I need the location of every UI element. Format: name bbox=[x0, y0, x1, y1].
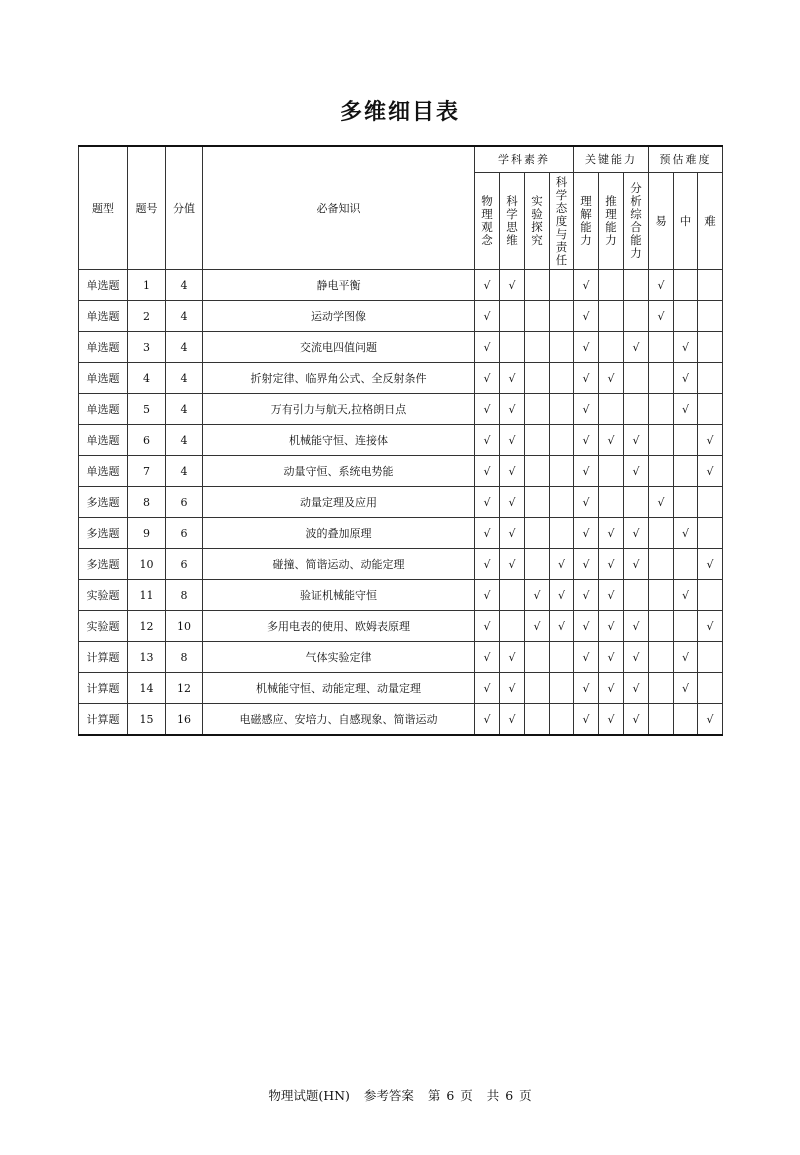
empty-cell bbox=[649, 673, 674, 704]
empty-cell bbox=[525, 487, 550, 518]
cell-number: 11 bbox=[128, 580, 166, 611]
empty-cell bbox=[599, 394, 624, 425]
cell-number: 1 bbox=[128, 270, 166, 301]
empty-cell bbox=[649, 704, 674, 736]
check-mark: √ bbox=[649, 301, 674, 332]
cell-score: 6 bbox=[166, 487, 203, 518]
empty-cell bbox=[698, 394, 723, 425]
header-group-difficulty: 预估难度 bbox=[649, 146, 723, 173]
check-mark: √ bbox=[475, 270, 500, 301]
check-mark: √ bbox=[624, 642, 649, 673]
cell-knowledge: 静电平衡 bbox=[203, 270, 475, 301]
specification-table bbox=[78, 145, 723, 736]
empty-cell bbox=[599, 301, 624, 332]
check-mark: √ bbox=[525, 580, 550, 611]
check-mark: √ bbox=[599, 580, 624, 611]
empty-cell bbox=[649, 642, 674, 673]
check-mark: √ bbox=[698, 549, 723, 580]
check-mark: √ bbox=[599, 611, 624, 642]
empty-cell bbox=[550, 394, 574, 425]
empty-cell bbox=[649, 332, 674, 363]
check-mark: √ bbox=[475, 394, 500, 425]
cell-knowledge: 机械能守恒、动能定理、动量定理 bbox=[203, 673, 475, 704]
header-type: 题型 bbox=[79, 146, 128, 270]
table-row bbox=[79, 456, 723, 487]
check-mark: √ bbox=[550, 549, 574, 580]
footer-page: 第 6 页 bbox=[427, 1088, 473, 1103]
empty-cell bbox=[674, 425, 698, 456]
check-mark: √ bbox=[500, 642, 525, 673]
empty-cell bbox=[599, 456, 624, 487]
cell-type: 计算题 bbox=[79, 642, 128, 673]
cell-number: 8 bbox=[128, 487, 166, 518]
cell-number: 4 bbox=[128, 363, 166, 394]
check-mark: √ bbox=[698, 611, 723, 642]
cell-score: 4 bbox=[166, 332, 203, 363]
empty-cell bbox=[624, 394, 649, 425]
check-mark: √ bbox=[624, 332, 649, 363]
check-mark: √ bbox=[550, 611, 574, 642]
cell-number: 7 bbox=[128, 456, 166, 487]
cell-number: 3 bbox=[128, 332, 166, 363]
check-mark: √ bbox=[674, 518, 698, 549]
cell-score: 16 bbox=[166, 704, 203, 736]
table-row bbox=[79, 580, 723, 611]
empty-cell bbox=[525, 456, 550, 487]
empty-cell bbox=[698, 332, 723, 363]
empty-cell bbox=[698, 363, 723, 394]
check-mark: √ bbox=[574, 394, 599, 425]
check-mark: √ bbox=[574, 363, 599, 394]
cell-score: 4 bbox=[166, 270, 203, 301]
empty-cell bbox=[500, 332, 525, 363]
check-mark: √ bbox=[574, 270, 599, 301]
check-mark: √ bbox=[475, 549, 500, 580]
cell-type: 单选题 bbox=[79, 301, 128, 332]
check-mark: √ bbox=[698, 425, 723, 456]
check-mark: √ bbox=[500, 394, 525, 425]
empty-cell bbox=[525, 332, 550, 363]
empty-cell bbox=[624, 363, 649, 394]
table-row bbox=[79, 425, 723, 456]
empty-cell bbox=[674, 704, 698, 736]
empty-cell bbox=[525, 642, 550, 673]
check-mark: √ bbox=[624, 704, 649, 736]
check-mark: √ bbox=[599, 549, 624, 580]
cell-number: 2 bbox=[128, 301, 166, 332]
header-score: 分值 bbox=[166, 146, 203, 270]
empty-cell bbox=[525, 704, 550, 736]
header-diff-easy: 易 bbox=[649, 173, 674, 270]
check-mark: √ bbox=[475, 704, 500, 736]
cell-number: 10 bbox=[128, 549, 166, 580]
check-mark: √ bbox=[674, 363, 698, 394]
check-mark: √ bbox=[599, 363, 624, 394]
check-mark: √ bbox=[574, 518, 599, 549]
empty-cell bbox=[698, 301, 723, 332]
check-mark: √ bbox=[674, 332, 698, 363]
cell-score: 4 bbox=[166, 456, 203, 487]
empty-cell bbox=[649, 456, 674, 487]
check-mark: √ bbox=[475, 456, 500, 487]
check-mark: √ bbox=[599, 642, 624, 673]
cell-type: 单选题 bbox=[79, 332, 128, 363]
check-mark: √ bbox=[500, 363, 525, 394]
header-ab-reason: 推理能力 bbox=[599, 173, 624, 270]
cell-score: 4 bbox=[166, 301, 203, 332]
cell-type: 单选题 bbox=[79, 394, 128, 425]
cell-number: 14 bbox=[128, 673, 166, 704]
cell-type: 多选题 bbox=[79, 549, 128, 580]
page-footer bbox=[0, 1086, 800, 1104]
check-mark: √ bbox=[475, 518, 500, 549]
check-mark: √ bbox=[574, 425, 599, 456]
check-mark: √ bbox=[698, 704, 723, 736]
cell-score: 4 bbox=[166, 394, 203, 425]
empty-cell bbox=[599, 487, 624, 518]
cell-type: 实验题 bbox=[79, 580, 128, 611]
check-mark: √ bbox=[599, 425, 624, 456]
check-mark: √ bbox=[500, 549, 525, 580]
check-mark: √ bbox=[500, 704, 525, 736]
empty-cell bbox=[698, 487, 723, 518]
check-mark: √ bbox=[475, 363, 500, 394]
cell-number: 6 bbox=[128, 425, 166, 456]
cell-knowledge: 机械能守恒、连接体 bbox=[203, 425, 475, 456]
check-mark: √ bbox=[500, 673, 525, 704]
cell-knowledge: 动量定理及应用 bbox=[203, 487, 475, 518]
empty-cell bbox=[698, 580, 723, 611]
empty-cell bbox=[525, 425, 550, 456]
cell-number: 12 bbox=[128, 611, 166, 642]
cell-score: 4 bbox=[166, 425, 203, 456]
header-group-literacy: 学科素养 bbox=[475, 146, 574, 173]
empty-cell bbox=[500, 580, 525, 611]
cell-score: 6 bbox=[166, 518, 203, 549]
check-mark: √ bbox=[624, 549, 649, 580]
empty-cell bbox=[674, 487, 698, 518]
empty-cell bbox=[624, 270, 649, 301]
cell-knowledge: 万有引力与航天,拉格朗日点 bbox=[203, 394, 475, 425]
check-mark: √ bbox=[674, 642, 698, 673]
cell-knowledge: 运动学图像 bbox=[203, 301, 475, 332]
empty-cell bbox=[500, 301, 525, 332]
cell-type: 单选题 bbox=[79, 425, 128, 456]
check-mark: √ bbox=[475, 611, 500, 642]
empty-cell bbox=[550, 673, 574, 704]
empty-cell bbox=[550, 456, 574, 487]
header-lit-attitude: 科学态度与责任 bbox=[550, 173, 574, 270]
check-mark: √ bbox=[649, 487, 674, 518]
empty-cell bbox=[649, 518, 674, 549]
empty-cell bbox=[624, 580, 649, 611]
header-lit-experiment: 实验探究 bbox=[525, 173, 550, 270]
empty-cell bbox=[550, 518, 574, 549]
table-body bbox=[79, 270, 723, 736]
check-mark: √ bbox=[475, 673, 500, 704]
check-mark: √ bbox=[599, 704, 624, 736]
empty-cell bbox=[550, 642, 574, 673]
empty-cell bbox=[674, 270, 698, 301]
check-mark: √ bbox=[500, 487, 525, 518]
check-mark: √ bbox=[500, 425, 525, 456]
header-lit-thinking: 科学思维 bbox=[500, 173, 525, 270]
check-mark: √ bbox=[550, 580, 574, 611]
check-mark: √ bbox=[574, 549, 599, 580]
cell-knowledge: 碰撞、简谐运动、动能定理 bbox=[203, 549, 475, 580]
check-mark: √ bbox=[500, 518, 525, 549]
cell-number: 5 bbox=[128, 394, 166, 425]
cell-score: 10 bbox=[166, 611, 203, 642]
check-mark: √ bbox=[599, 518, 624, 549]
empty-cell bbox=[550, 425, 574, 456]
empty-cell bbox=[550, 332, 574, 363]
header-diff-hard: 难 bbox=[698, 173, 723, 270]
empty-cell bbox=[525, 549, 550, 580]
table-row bbox=[79, 332, 723, 363]
empty-cell bbox=[698, 673, 723, 704]
table-row bbox=[79, 549, 723, 580]
cell-type: 多选题 bbox=[79, 487, 128, 518]
empty-cell bbox=[649, 425, 674, 456]
cell-knowledge: 验证机械能守恒 bbox=[203, 580, 475, 611]
empty-cell bbox=[550, 704, 574, 736]
cell-knowledge: 气体实验定律 bbox=[203, 642, 475, 673]
empty-cell bbox=[649, 394, 674, 425]
check-mark: √ bbox=[574, 580, 599, 611]
cell-knowledge: 动量守恒、系统电势能 bbox=[203, 456, 475, 487]
empty-cell bbox=[500, 611, 525, 642]
empty-cell bbox=[674, 301, 698, 332]
check-mark: √ bbox=[500, 270, 525, 301]
empty-cell bbox=[525, 301, 550, 332]
empty-cell bbox=[649, 580, 674, 611]
cell-knowledge: 波的叠加原理 bbox=[203, 518, 475, 549]
empty-cell bbox=[550, 487, 574, 518]
check-mark: √ bbox=[674, 673, 698, 704]
cell-knowledge: 多用电表的使用、欧姆表原理 bbox=[203, 611, 475, 642]
check-mark: √ bbox=[674, 580, 698, 611]
cell-knowledge: 交流电四值问题 bbox=[203, 332, 475, 363]
check-mark: √ bbox=[574, 332, 599, 363]
table-row bbox=[79, 611, 723, 642]
check-mark: √ bbox=[574, 301, 599, 332]
footer-answer: 参考答案 bbox=[363, 1088, 414, 1103]
header-ab-analyze: 分析综合能力 bbox=[624, 173, 649, 270]
check-mark: √ bbox=[475, 487, 500, 518]
header-diff-mid: 中 bbox=[674, 173, 698, 270]
cell-score: 12 bbox=[166, 673, 203, 704]
empty-cell bbox=[550, 270, 574, 301]
empty-cell bbox=[649, 549, 674, 580]
cell-number: 13 bbox=[128, 642, 166, 673]
table-row bbox=[79, 673, 723, 704]
page-title: 多维细目表 bbox=[339, 100, 460, 125]
check-mark: √ bbox=[574, 487, 599, 518]
table-row bbox=[79, 394, 723, 425]
cell-knowledge: 折射定律、临界角公式、全反射条件 bbox=[203, 363, 475, 394]
cell-type: 计算题 bbox=[79, 704, 128, 736]
check-mark: √ bbox=[599, 673, 624, 704]
cell-score: 8 bbox=[166, 642, 203, 673]
check-mark: √ bbox=[574, 456, 599, 487]
table-row bbox=[79, 363, 723, 394]
cell-number: 9 bbox=[128, 518, 166, 549]
table-row bbox=[79, 487, 723, 518]
empty-cell bbox=[698, 642, 723, 673]
check-mark: √ bbox=[574, 611, 599, 642]
cell-type: 单选题 bbox=[79, 363, 128, 394]
empty-cell bbox=[525, 363, 550, 394]
cell-score: 8 bbox=[166, 580, 203, 611]
empty-cell bbox=[525, 270, 550, 301]
header-number: 题号 bbox=[128, 146, 166, 270]
empty-cell bbox=[525, 673, 550, 704]
check-mark: √ bbox=[500, 456, 525, 487]
empty-cell bbox=[525, 394, 550, 425]
check-mark: √ bbox=[525, 611, 550, 642]
check-mark: √ bbox=[574, 642, 599, 673]
header-group-ability: 关键能力 bbox=[574, 146, 649, 173]
check-mark: √ bbox=[475, 580, 500, 611]
check-mark: √ bbox=[624, 518, 649, 549]
empty-cell bbox=[674, 611, 698, 642]
table-row bbox=[79, 704, 723, 736]
footer-total: 共 6 页 bbox=[486, 1088, 532, 1103]
header-ab-understand: 理解能力 bbox=[574, 173, 599, 270]
empty-cell bbox=[649, 363, 674, 394]
check-mark: √ bbox=[475, 301, 500, 332]
header-knowledge: 必备知识 bbox=[203, 146, 475, 270]
empty-cell bbox=[624, 301, 649, 332]
check-mark: √ bbox=[475, 425, 500, 456]
check-mark: √ bbox=[574, 673, 599, 704]
cell-type: 实验题 bbox=[79, 611, 128, 642]
cell-score: 6 bbox=[166, 549, 203, 580]
check-mark: √ bbox=[574, 704, 599, 736]
empty-cell bbox=[550, 301, 574, 332]
cell-type: 单选题 bbox=[79, 270, 128, 301]
check-mark: √ bbox=[649, 270, 674, 301]
empty-cell bbox=[674, 549, 698, 580]
check-mark: √ bbox=[698, 456, 723, 487]
check-mark: √ bbox=[475, 642, 500, 673]
cell-number: 15 bbox=[128, 704, 166, 736]
check-mark: √ bbox=[624, 425, 649, 456]
cell-score: 4 bbox=[166, 363, 203, 394]
cell-type: 单选题 bbox=[79, 456, 128, 487]
empty-cell bbox=[674, 456, 698, 487]
empty-cell bbox=[649, 611, 674, 642]
check-mark: √ bbox=[674, 394, 698, 425]
check-mark: √ bbox=[624, 611, 649, 642]
cell-type: 多选题 bbox=[79, 518, 128, 549]
table-row bbox=[79, 642, 723, 673]
table-row bbox=[79, 518, 723, 549]
empty-cell bbox=[624, 487, 649, 518]
empty-cell bbox=[599, 332, 624, 363]
check-mark: √ bbox=[475, 332, 500, 363]
footer-paper: 物理试题(HN) bbox=[268, 1088, 350, 1103]
empty-cell bbox=[525, 518, 550, 549]
empty-cell bbox=[550, 363, 574, 394]
check-mark: √ bbox=[624, 673, 649, 704]
cell-type: 计算题 bbox=[79, 673, 128, 704]
table-row bbox=[79, 301, 723, 332]
empty-cell bbox=[698, 518, 723, 549]
empty-cell bbox=[698, 270, 723, 301]
table-row bbox=[79, 270, 723, 301]
header-lit-physics: 物理观念 bbox=[475, 173, 500, 270]
empty-cell bbox=[599, 270, 624, 301]
check-mark: √ bbox=[624, 456, 649, 487]
cell-knowledge: 电磁感应、安培力、自感现象、简谐运动 bbox=[203, 704, 475, 736]
